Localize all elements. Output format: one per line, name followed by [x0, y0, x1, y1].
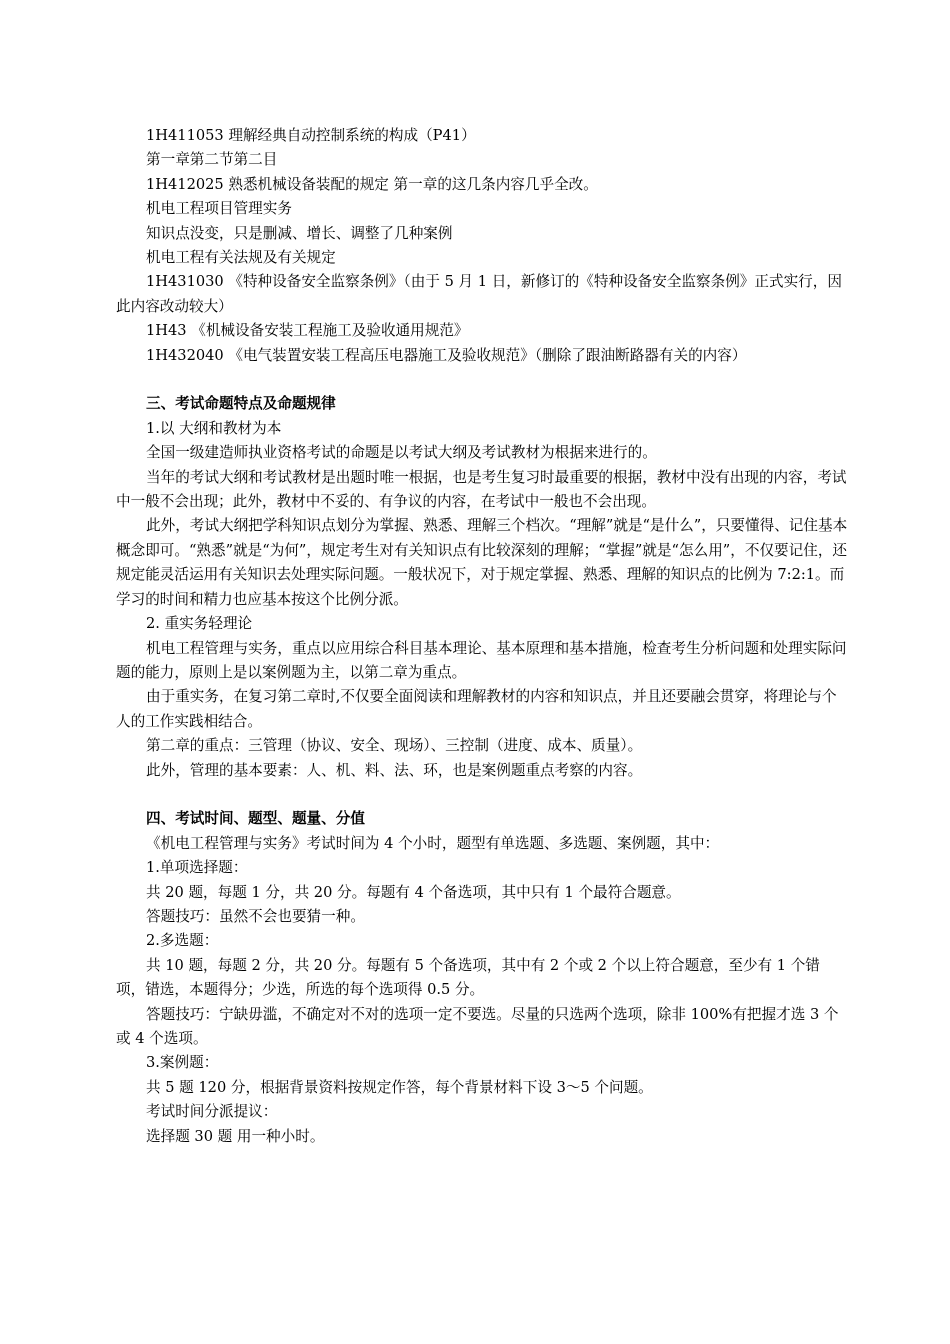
- paragraph: 共 10 题，每题 2 分，共 20 分。每题有 5 个备选项，其中有 2 个或 2 个以上符合题意，至少有 1 个错项，错选，本题得分；少选，所选的每个选项得 0.5 分。: [116, 956, 820, 999]
- section-heading: 四、考试时间、题型、题量、分值: [146, 810, 365, 828]
- paragraph: 全国一级建造师执业资格考试的命题是以考试大纲及考试教材为根据来进行的。: [146, 444, 657, 462]
- paragraph: 此外，管理的基本要素：人、机、料、法、环，也是案例题重点考察的内容。: [146, 761, 643, 779]
- paragraph: 答题技巧：虽然不会也要猜一种。: [146, 907, 365, 925]
- paragraph: 选择题 30 题 用一种小时。: [146, 1127, 325, 1145]
- paragraph: 1H43 《机械设备安装工程施工及验收通用规范》: [146, 322, 469, 340]
- paragraph: 共 20 题，每题 1 分，共 20 分。每题有 4 个备选项，其中只有 1 个最符合题意。: [146, 883, 681, 901]
- paragraph: 共 5 题 120 分，根据背景资料按规定作答，每个背景材料下设 3～5 个问题。: [146, 1078, 653, 1096]
- paragraph: 考试时间分派提议：: [146, 1103, 278, 1121]
- paragraph: 2.多选题：: [146, 932, 219, 950]
- paragraph: 由于重实务，在复习第二章时,不仅要全面阅读和理解教材的内容和知识点，并且还要融会贯穿，将理论与个人的工作实践相结合。: [116, 688, 837, 730]
- paragraph: 第二章的重点：三管理（协议、安全、现场）、三控制（进度、成本、质量）。: [146, 737, 643, 755]
- paragraph: 机电工程管理与实务，重点以应用综合科目基本理论、基本原理和基本措施，检查考生分析问题和处理实际问题的能力，原则上是以案例题为主，以第二章为重点。: [116, 639, 847, 681]
- paragraph: 1H431030 《特种设备安全监察条例》（由于 5 月 1 日，新修订的《特种设备安全监察条例》正式实行，因此内容改动较大）: [116, 273, 842, 315]
- paragraph: 知识点没变，只是删减、增长、调整了几种案例: [146, 224, 453, 242]
- paragraph: 当年的考试大纲和考试教材是出题时唯一根据，也是考生复习时最重要的根据，教材中没有出现的内容，考试中一般不会出现；此外，教材中不妥的、有争议的内容，在考试中一般也不会出现。: [116, 468, 847, 511]
- paragraph: 1H432040 《电气装置安装工程高压电器施工及验收规范》（删除了跟油断路器有关的内容）: [146, 346, 747, 364]
- paragraph: 1H412025 熟悉机械设备装配的规定 第一章的这几条内容几乎全改。: [146, 175, 598, 193]
- paragraph: 第一章第二节第二目: [146, 151, 278, 169]
- paragraph: 机电工程有关法规及有关规定: [146, 249, 336, 267]
- paragraph: 2. 重实务轻理论: [146, 615, 253, 633]
- paragraph: 1.以 大纲和教材为本: [146, 419, 282, 437]
- paragraph: 1.单项选择题：: [146, 859, 248, 877]
- paragraph: 3.案例题：: [146, 1054, 219, 1072]
- document-body: [116, 124, 848, 1149]
- paragraph: 答题技巧：宁缺毋滥，不确定对不对的选项一定不要选。尽量的只选两个选项，除非 100%有把握才选 3 个或 4 个选项。: [116, 1005, 839, 1047]
- paragraph: 1H411053 理解经典自动控制系统的构成（P41）: [146, 127, 476, 144]
- section-heading: 三、考试命题特点及命题规律: [146, 395, 336, 413]
- blank-line: [116, 368, 848, 392]
- paragraph: 此外，考试大纲把学科知识点划分为掌握、熟悉、理解三个档次。“理解”就是“是什么”，只要懂得、记住基本概念即可。“熟悉”就是“为何”，规定考生对有关知识点有比较深刻的理解；“掌握”就是“怎么用”，不仅要记住，还规定能灵活运用有关知识去处理实际问题。一般状况下，对于规定掌握、熟悉、理解的知识点的比例为 7:2:1。而学习的时间和精力也应基本按这个比例分派。: [116, 517, 848, 608]
- paragraph: 机电工程项目管理实务: [146, 200, 292, 218]
- blank-line: [116, 783, 848, 807]
- paragraph: 《机电工程管理与实务》考试时间为 4 个小时，题型有单选题、多选题、案例题，其中：: [146, 834, 720, 852]
